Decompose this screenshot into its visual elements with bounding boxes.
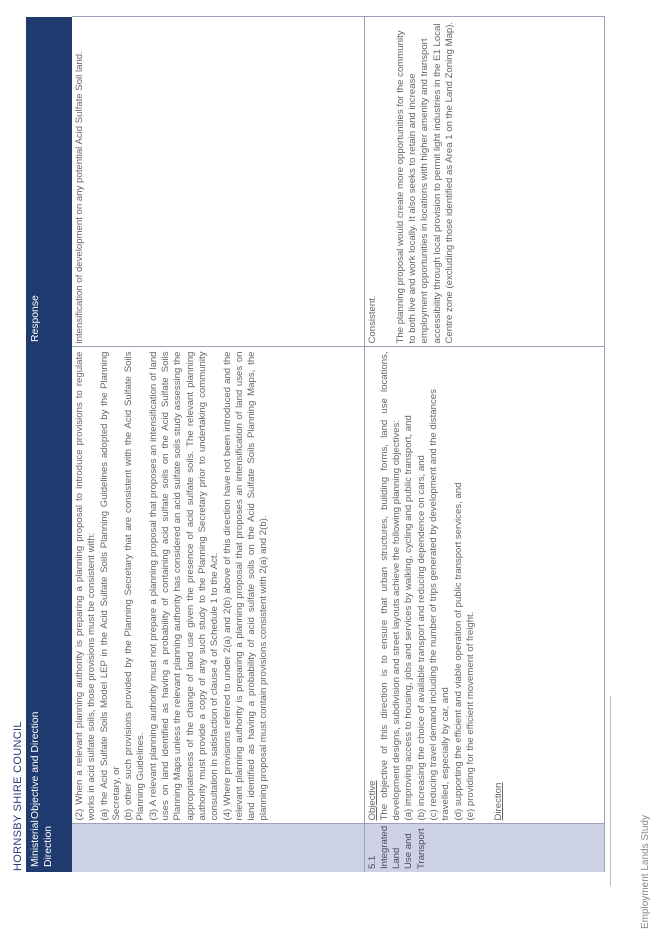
objective-item: (a) improving access to housing, jobs and services by walking, cycling and public transport, and	[403, 415, 415, 821]
table-row	[364, 17, 604, 872]
objective-item: (b) increasing the choice of available transport and reducing dependence on cars, and	[415, 455, 427, 821]
council-header: HORNSBY SHIRE COUNCIL	[12, 721, 24, 871]
response-text: The planning proposal would create more opportunities for the community to both live and work locally. It also seeks to retain and increase employment opportunities in locations with higher amenity and transport accessibility through local provision to permit light industries in the E1 Local Centre zone (excluding those identified as Area 1 on the Land Zoning Map).	[394, 21, 455, 344]
direction-table	[26, 17, 605, 873]
column-header-ministerial: Ministerial Direction	[26, 824, 72, 872]
direction-heading: Direction	[493, 782, 505, 821]
column-header-objective: Objective and Direction	[26, 347, 72, 824]
table-row	[72, 17, 364, 872]
ministerial-cell	[72, 824, 364, 872]
footer-divider	[610, 696, 611, 886]
response-status: Consistent.	[366, 295, 378, 344]
footer-study-label: Employment Lands Study	[640, 815, 651, 929]
response-cell	[72, 17, 364, 347]
objective-intro: The objective of this direction is to ensure that urban structures, building forms, land use locations, development designs, subdivision and street layouts achieve the following planning objectives:	[378, 351, 403, 821]
column-header-response: Response	[26, 17, 72, 347]
ministerial-cell: 5.1 Integrated Land Use and Transport	[364, 824, 604, 872]
paragraph: (4) Where provisions referred to under 2(a) and 2(b) above of this direction have not been introduced and the relevant planning authority is preparing a planning proposal that proposes an intensification of land uses on land identified as having a probability of acid sulfate soils on the Acid Sulfate Soils Planning Maps, the planning proposal must contain provisions consistent with 2(a) and 2(b).	[221, 351, 270, 821]
response-text: intensification of development on any potential Acid Sulfate Soil land.	[74, 51, 85, 344]
objective-item: (c) reducing travel demand including the number of trips generated by development and the distances travelled, especially by car, and	[427, 389, 452, 821]
paragraph: (2) When a relevant planning authority is preparing a planning proposal to introduce provisions to regulate works in acid sulfate soils, those provisions must be consistent with:	[74, 351, 98, 821]
paragraph: (b) other such provisions provided by the Planning Secretary that are consistent with the Acid Sulfate Soils Planning Guidelines.	[123, 351, 147, 821]
objective-item: (d) supporting the efficient and viable operation of public transport services, and	[452, 482, 464, 821]
paragraph: (a) the Acid Sulfate Soils Model LEP in the Acid Sulfate Soils Planning Guidelines adopted by the Planning Secretary, or	[98, 351, 122, 821]
objective-cell	[72, 347, 364, 824]
paragraph: (3) A relevant planning authority must not prepare a planning proposal that proposes an intensification of land uses on land identified as having a probability of containing acid sulfate soils on the Acid Sulfate Soils Planning Maps unless the relevant planning authority has considered an acid sulfate soils study assessing the appropriateness of the change of land use given the presence of acid sulfate soils. The relevant planning authority must provide a copy of any such study to the Planning Secretary prior to undertaking community consultation in satisfaction of clause 4 of Schedule 1 to the Act.	[147, 351, 221, 821]
table-header-row	[26, 17, 72, 872]
objective-item: (e) providing for the efficient movement of freight.	[464, 611, 476, 821]
objective-heading: Objective	[366, 780, 378, 821]
objective-cell	[364, 347, 604, 824]
response-cell	[364, 17, 604, 347]
